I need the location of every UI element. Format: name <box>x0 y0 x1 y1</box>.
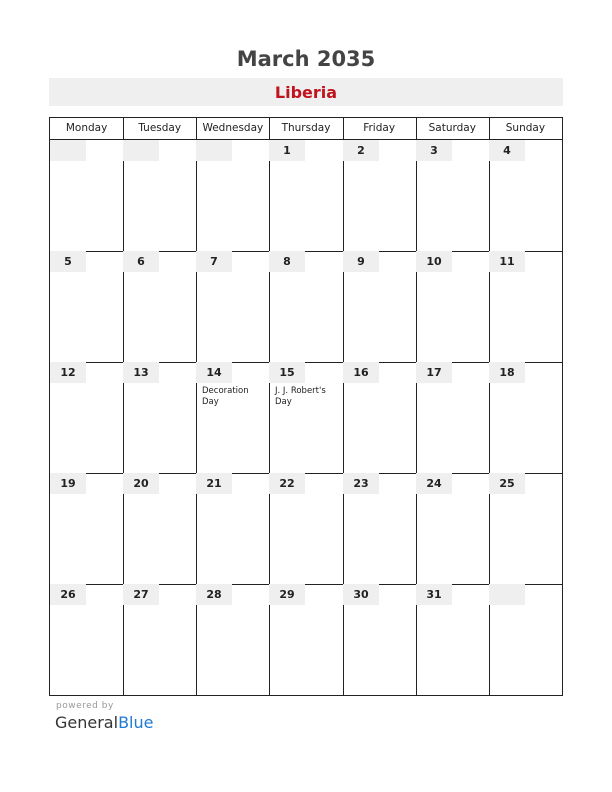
empty-day <box>123 140 159 161</box>
weekday-wednesday: Wednesday <box>202 122 264 134</box>
day-cell[interactable] <box>123 251 196 362</box>
day-number: 26 <box>50 584 86 605</box>
day-cell[interactable] <box>269 251 342 362</box>
day-cell[interactable] <box>50 140 123 251</box>
day-cell[interactable] <box>343 584 416 695</box>
day-number: 3 <box>416 140 452 161</box>
weekday-thursday: Thursday <box>281 122 331 134</box>
day-number: 22 <box>269 473 305 494</box>
day-number: 17 <box>416 362 452 383</box>
day-number: 11 <box>489 251 525 272</box>
day-cell[interactable] <box>489 251 562 362</box>
weekday-tuesday: Tuesday <box>138 122 182 134</box>
day-number: 4 <box>489 140 525 161</box>
weekday-sunday: Sunday <box>505 122 546 134</box>
day-number: 25 <box>489 473 525 494</box>
day-cell[interactable] <box>269 473 342 584</box>
day-number: 14 <box>196 362 232 383</box>
day-cell[interactable] <box>416 251 489 362</box>
weekday-header-row <box>50 118 562 140</box>
empty-day <box>489 584 525 605</box>
day-number: 12 <box>50 362 86 383</box>
day-cell[interactable] <box>50 584 123 695</box>
day-number: 24 <box>416 473 452 494</box>
day-number: 2 <box>343 140 379 161</box>
day-number: 15 <box>269 362 305 383</box>
day-cell[interactable] <box>416 140 489 251</box>
day-number: 31 <box>416 584 452 605</box>
day-number: 1 <box>269 140 305 161</box>
weekday-friday: Friday <box>363 122 396 134</box>
day-number: 8 <box>269 251 305 272</box>
empty-day <box>196 140 232 161</box>
day-cell[interactable] <box>123 473 196 584</box>
holiday-label: Decoration Day <box>202 386 249 407</box>
day-number: 9 <box>343 251 379 272</box>
empty-day <box>50 140 86 161</box>
day-number: 28 <box>196 584 232 605</box>
day-number: 16 <box>343 362 379 383</box>
day-cell[interactable] <box>123 584 196 695</box>
country-bar <box>49 78 563 106</box>
country-name: Liberia <box>274 83 338 102</box>
weekday-monday: Monday <box>65 122 108 134</box>
day-number: 13 <box>123 362 159 383</box>
calendar-title: March 2035 <box>236 47 376 71</box>
day-cell[interactable] <box>50 251 123 362</box>
day-number: 23 <box>343 473 379 494</box>
day-number: 10 <box>416 251 452 272</box>
day-cell[interactable] <box>489 362 562 473</box>
day-cell[interactable] <box>196 362 269 473</box>
day-cell[interactable] <box>196 140 269 251</box>
day-number: 5 <box>50 251 86 272</box>
calendar-grid <box>49 117 563 696</box>
day-cell[interactable] <box>196 584 269 695</box>
holiday-label: J. J. Robert's Day <box>275 386 326 407</box>
generalblue-logo[interactable] <box>55 713 153 732</box>
day-cell[interactable] <box>416 362 489 473</box>
day-cell[interactable] <box>343 362 416 473</box>
day-number: 19 <box>50 473 86 494</box>
day-number: 6 <box>123 251 159 272</box>
brand-blue: Blue <box>118 713 154 732</box>
day-number: 7 <box>196 251 232 272</box>
day-number: 18 <box>489 362 525 383</box>
powered-by-label: powered by <box>56 701 114 711</box>
day-cell[interactable] <box>269 362 342 473</box>
day-cell[interactable] <box>489 584 562 695</box>
day-cell[interactable] <box>416 584 489 695</box>
day-number: 30 <box>343 584 379 605</box>
day-cell[interactable] <box>50 473 123 584</box>
day-cell[interactable] <box>123 362 196 473</box>
day-cell[interactable] <box>343 140 416 251</box>
day-cell[interactable] <box>196 251 269 362</box>
day-number: 20 <box>123 473 159 494</box>
day-cell[interactable] <box>489 140 562 251</box>
day-cell[interactable] <box>50 362 123 473</box>
brand-general: General <box>55 713 119 732</box>
day-number: 21 <box>196 473 232 494</box>
day-number: 27 <box>123 584 159 605</box>
day-cell[interactable] <box>269 140 342 251</box>
day-cell[interactable] <box>196 473 269 584</box>
day-cell[interactable] <box>489 473 562 584</box>
day-cell[interactable] <box>343 251 416 362</box>
weekday-saturday: Saturday <box>428 122 476 134</box>
day-cell[interactable] <box>269 584 342 695</box>
day-cell[interactable] <box>416 473 489 584</box>
day-number: 29 <box>269 584 305 605</box>
day-cell[interactable] <box>123 140 196 251</box>
day-cell[interactable] <box>343 473 416 584</box>
